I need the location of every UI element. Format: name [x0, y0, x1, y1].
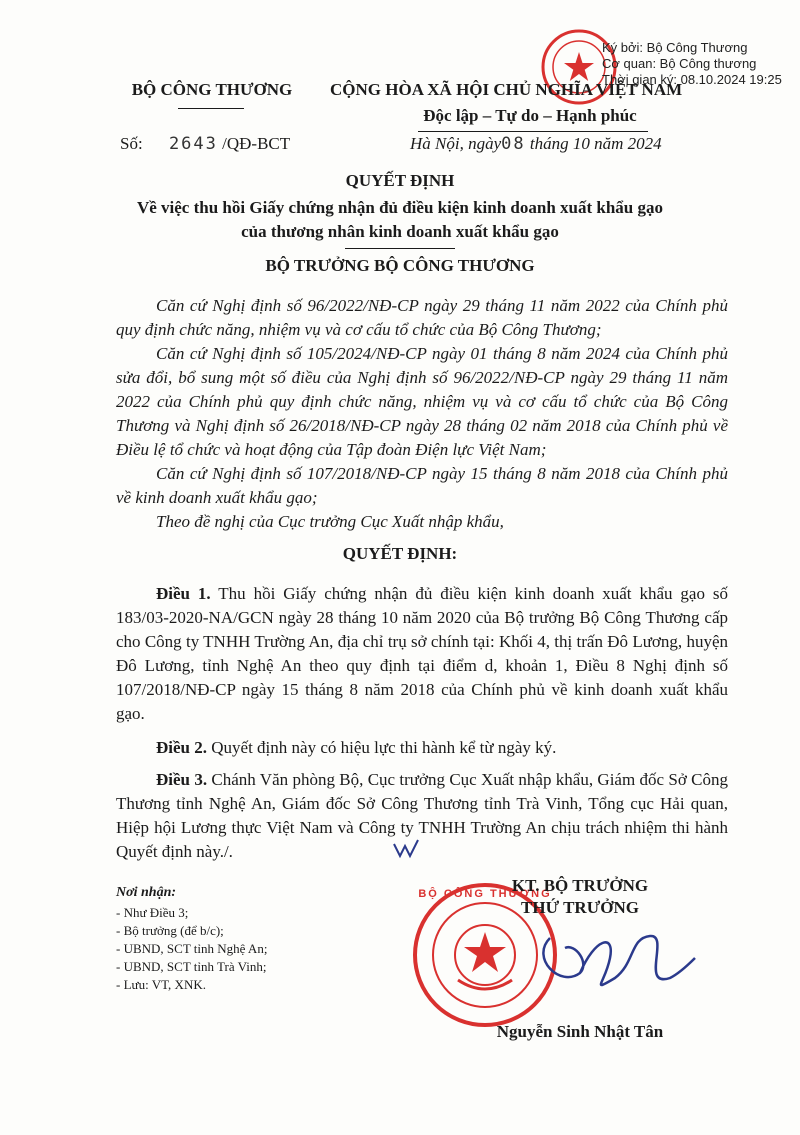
- recipient-item: - UBND, SCT tỉnh Trà Vinh;: [116, 959, 267, 974]
- place-date-suffix: tháng 10 năm 2024: [529, 134, 662, 153]
- national-motto: Độc lập – Tự do – Hạnh phúc: [423, 106, 637, 125]
- article-1-label: Điều 1.: [156, 584, 211, 603]
- article-2-label: Điều 2.: [156, 738, 207, 757]
- decision-subject-2: của thương nhân kinh doanh xuất khẩu gạo: [241, 222, 559, 241]
- signer-title-2: THỨ TRƯỞNG: [521, 898, 639, 917]
- recipients-title: Nơi nhận:: [116, 885, 177, 900]
- handwritten-signature: [520, 918, 700, 1013]
- preamble-4: Theo đề nghị của Cục trưởng Cục Xuất nhập khẩu,: [156, 512, 504, 531]
- place-date-prefix: Hà Nội, ngày: [410, 134, 502, 153]
- issuing-authority: BỘ TRƯỞNG BỘ CÔNG THƯƠNG: [265, 256, 535, 275]
- preamble-3: Căn cứ Nghị định số 107/2018/NĐ-CP ngày 15 tháng 8 năm 2018 của Chính phủ về kinh doanh xuất khẩu gạo;: [116, 464, 728, 507]
- seal-ring-text: BỘ CÔNG THƯƠNG: [418, 888, 552, 900]
- republic-title: CỘNG HÒA XÃ HỘI CHỦ NGHĨA VIỆT NAM: [330, 80, 683, 99]
- digital-agency: Cơ quan: Bộ Công thương: [602, 56, 757, 71]
- number-label: Số:: [120, 134, 143, 153]
- decision-title: QUYẾT ĐỊNH: [345, 171, 455, 190]
- recipient-item: - Như Điều 3;: [116, 905, 189, 920]
- signer-name: Nguyễn Sinh Nhật Tân: [496, 1022, 664, 1041]
- preamble-1: Căn cứ Nghị định số 96/2022/NĐ-CP ngày 29 tháng 11 năm 2022 của Chính phủ quy định chức năng, nhiệm vụ và cơ cấu tổ chức của Bộ Công Thương;: [116, 296, 728, 339]
- article-3-text: Chánh Văn phòng Bộ, Cục trưởng Cục Xuất nhập khẩu, Giám đốc Sở Công Thương tỉnh Nghệ An, Giám đốc Sở Công Thương tỉnh Trà Vinh, Tổng cục Hải quan, Hiệp hội Lương thực Việt Nam và Công ty TNHH Trường An chịu trách nhiệm thi hành Quyết định này./.: [116, 770, 728, 861]
- subject-underline: [345, 248, 455, 249]
- decision-subject-1: Về việc thu hồi Giấy chứng nhận đủ điều kiện kinh doanh xuất khẩu gạo: [136, 198, 664, 217]
- number-suffix: /QĐ-BCT: [222, 134, 291, 153]
- recipient-item: - Lưu: VT, XNK.: [116, 977, 206, 992]
- ministry-underline: [178, 108, 244, 109]
- article-2: [116, 736, 728, 760]
- article-3: [116, 768, 728, 864]
- article-2-text: Quyết định này có hiệu lực thi hành kể từ ngày ký.: [211, 738, 557, 757]
- preamble-2: Căn cứ Nghị định số 105/2024/NĐ-CP ngày 01 tháng 8 năm 2024 của Chính phủ sửa đổi, bổ sung một số điều của Nghị định số 96/2022/NĐ-CP ngày 29 tháng 11 năm 2022 của Chính phủ quy định chức năng, nhiệm vụ và cơ cấu tổ chức của Bộ Công Thương và Nghị định số 26/2018/NĐ-CP ngày 28 tháng 02 năm 2018 của Chính phủ về Điều lệ tổ chức và hoạt động của Tập đoàn Điện lực Việt Nam;: [116, 344, 728, 459]
- place-date: [410, 134, 662, 154]
- recipients: [116, 884, 356, 994]
- article-3-label: Điều 3.: [156, 770, 208, 789]
- article-1-text: Thu hồi Giấy chứng nhận đủ điều kiện kinh doanh xuất khẩu gạo số 183/03-2020-NA/GCN ngày 28 tháng 10 năm 2020 của Bộ trưởng Bộ Công Thương cấp cho Công ty TNHH Trường An, địa chỉ trụ sở chính tại: Khối 4, thị trấn Đô Lương, huyện Đô Lương, tỉnh Nghệ An theo quy định tại điểm d, khoản 1, Điều 8 Nghị định số 107/2018/NĐ-CP ngày 15 tháng 8 năm 2018 của Chính phủ về kinh doanh xuất khẩu gạo.: [116, 584, 728, 723]
- motto-underline: [418, 131, 648, 132]
- digital-time: Thời gian ký: 08.10.2024 19:25: [602, 72, 782, 87]
- digital-signer: Ký bởi: Bộ Công Thương: [602, 40, 748, 55]
- initials-mark: [392, 838, 422, 865]
- recipient-item: - UBND, SCT tỉnh Nghệ An;: [116, 941, 268, 956]
- date-day: 08: [501, 134, 526, 154]
- issuing-ministry: BỘ CÔNG THƯƠNG: [131, 80, 293, 99]
- decides-heading: QUYẾT ĐỊNH:: [342, 544, 458, 563]
- recipient-item: - Bộ trưởng (để b/c);: [116, 923, 224, 938]
- article-1: [116, 582, 728, 726]
- signer-title-1: KT. BỘ TRƯỞNG: [511, 876, 649, 895]
- number-handwritten: 2643: [168, 134, 218, 154]
- document-number: [120, 134, 290, 154]
